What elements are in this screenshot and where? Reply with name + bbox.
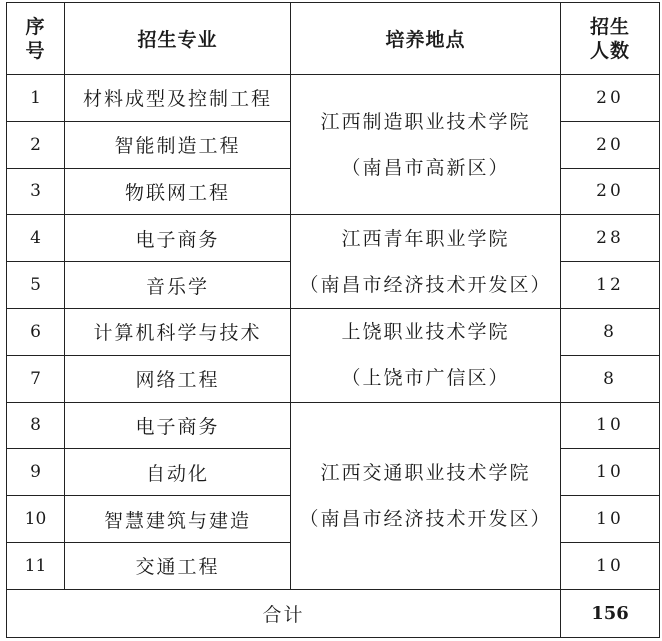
row-major: 交通工程 (65, 542, 291, 589)
row-major: 智慧建筑与建造 (65, 496, 291, 543)
header-count: 招生 人数 (561, 3, 660, 75)
row-count: 12 (561, 262, 660, 309)
table-row (7, 402, 660, 449)
header-row (7, 3, 660, 75)
location-cell (291, 402, 561, 589)
row-no: 5 (7, 262, 65, 309)
row-major: 智能制造工程 (65, 121, 291, 168)
location-area: （南昌市经济技术开发区） (299, 273, 552, 296)
row-count: 20 (561, 121, 660, 168)
row-count: 28 (561, 215, 660, 262)
row-count: 20 (561, 168, 660, 215)
location-name: 上饶职业技术学院 (341, 321, 510, 344)
row-count: 10 (561, 496, 660, 543)
row-major: 计算机科学与技术 (65, 308, 291, 355)
location-area: （南昌市高新区） (341, 156, 510, 179)
location-name: 江西制造职业技术学院 (320, 110, 531, 133)
row-no: 4 (7, 215, 65, 262)
total-label: 合计 (7, 589, 561, 637)
row-major: 电子商务 (65, 402, 291, 449)
row-major: 物联网工程 (65, 168, 291, 215)
header-major: 招生专业 (65, 3, 291, 75)
row-no: 2 (7, 121, 65, 168)
row-major: 网络工程 (65, 355, 291, 402)
row-no: 7 (7, 355, 65, 402)
location-cell (291, 308, 561, 402)
row-count: 20 (561, 75, 660, 122)
row-major: 材料成型及控制工程 (65, 75, 291, 122)
row-count: 8 (561, 308, 660, 355)
header-no: 序 号 (7, 3, 65, 75)
location-cell (291, 215, 561, 309)
table-row (7, 308, 660, 355)
location-name: 江西交通职业技术学院 (320, 461, 531, 484)
row-no: 9 (7, 449, 65, 496)
row-count: 8 (561, 355, 660, 402)
row-major: 电子商务 (65, 215, 291, 262)
table-row (7, 75, 660, 122)
total-row (7, 589, 660, 637)
table-row (7, 215, 660, 262)
row-no: 11 (7, 542, 65, 589)
row-no: 10 (7, 496, 65, 543)
location-area: （南昌市经济技术开发区） (299, 507, 552, 530)
row-no: 6 (7, 308, 65, 355)
total-value: 156 (561, 589, 660, 637)
location-name: 江西青年职业学院 (341, 227, 510, 250)
location-area: （上饶市广信区） (341, 367, 510, 390)
location-cell (291, 75, 561, 215)
row-count: 10 (561, 449, 660, 496)
header-location: 培养地点 (291, 3, 561, 75)
row-count: 10 (561, 402, 660, 449)
row-no: 8 (7, 402, 65, 449)
enrollment-table (6, 2, 660, 638)
row-no: 1 (7, 75, 65, 122)
row-no: 3 (7, 168, 65, 215)
row-major: 音乐学 (65, 262, 291, 309)
row-major: 自动化 (65, 449, 291, 496)
row-count: 10 (561, 542, 660, 589)
